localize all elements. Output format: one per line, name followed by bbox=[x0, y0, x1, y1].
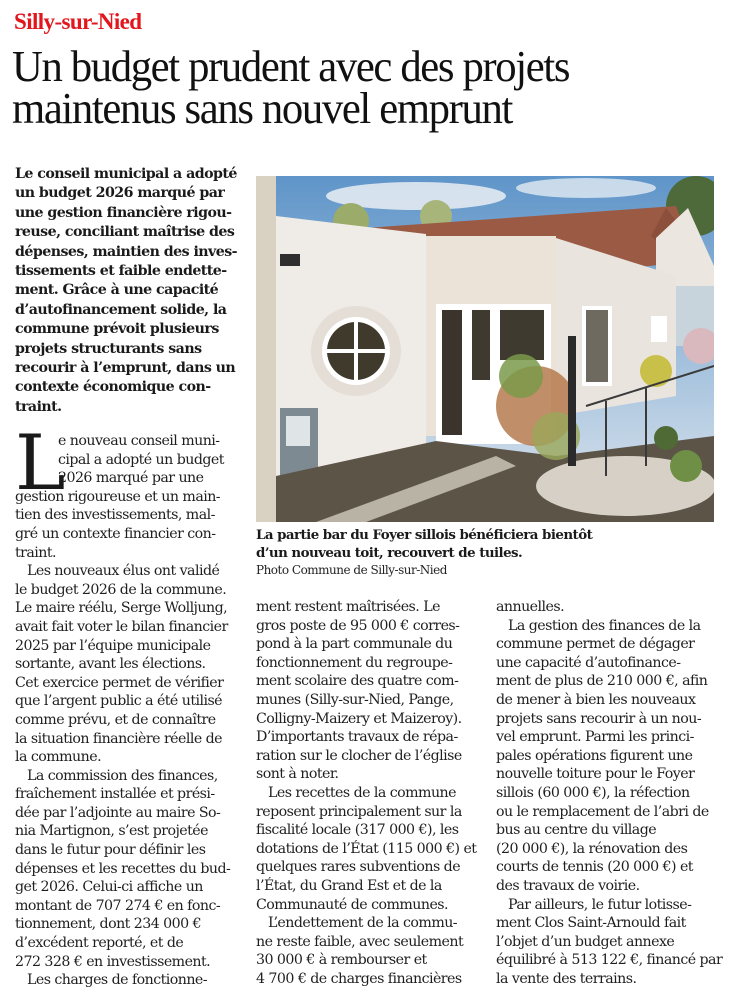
text-line: reposent principalement sur la bbox=[256, 803, 462, 820]
drop-cap: L bbox=[15, 418, 66, 507]
text-line: La gestion des finances de la bbox=[508, 617, 701, 634]
text-line: Cet exercice permet de vérifier bbox=[15, 674, 224, 691]
text-line: dépenses et les recettes du bud- bbox=[15, 860, 231, 877]
photo-credit: Photo Commune de Silly-sur-Nied bbox=[256, 563, 447, 577]
text-line: nia Martignon, s’est projetée bbox=[15, 823, 208, 840]
text-line: Colligny-Maizery et Maizeroy). bbox=[256, 710, 462, 727]
text-line: Les nouveaux élus ont validé bbox=[27, 563, 220, 580]
text-line: reuse, conciliant maîtrise des bbox=[15, 224, 235, 241]
text-line: commune permet de dégager bbox=[496, 636, 695, 653]
text-line: Le maire réélu, Serge Wolljung, bbox=[15, 600, 228, 617]
text-line: l’objet d’un budget annexe bbox=[496, 933, 675, 950]
text-line: comme prévu, et de connaître bbox=[15, 711, 216, 728]
text-line: gestion rigoureuse et un main- bbox=[15, 488, 221, 505]
text-line: dans le futur pour définir les bbox=[15, 842, 206, 859]
text-line: nouvelle toiture pour le Foyer bbox=[496, 766, 695, 783]
text-line: la vente des terrains. bbox=[496, 970, 637, 987]
text-line: ment. Grâce à une capacité bbox=[15, 282, 219, 299]
text-line: recourir à l’emprunt, dans un bbox=[15, 360, 236, 377]
text-line: la commune. bbox=[15, 749, 102, 766]
text-line: tien des investissements, mal- bbox=[15, 507, 215, 524]
text-line: traint. bbox=[15, 544, 56, 561]
headline: Un budget prudent avec des projets maintenus sans nouvel emprunt bbox=[12, 42, 570, 133]
text-line: que l’argent public a été utilisé bbox=[15, 693, 223, 710]
text-line: commune prévoit plusieurs bbox=[15, 321, 219, 338]
text-line: contexte économique con- bbox=[15, 379, 211, 396]
body-column-3 bbox=[496, 598, 728, 988]
text-line: ment scolaire des quatre com- bbox=[256, 673, 459, 690]
text-line: fraîchement installée et prési- bbox=[15, 786, 215, 803]
text-line: tionnement, dont 234 000 € bbox=[15, 916, 202, 933]
text-line: vel emprunt. Parmi les princi- bbox=[496, 729, 694, 746]
text-line: projets sans recourir à un nou- bbox=[496, 710, 702, 727]
text-line: fonctionnement du regroupe- bbox=[256, 654, 453, 671]
text-line: ration sur le clocher de l’église bbox=[256, 747, 462, 764]
body-column-1 bbox=[15, 418, 247, 990]
text-line: la situation financière réelle de bbox=[15, 730, 223, 747]
text-line: l’État, du Grand Est et de la bbox=[256, 877, 442, 894]
text-line: Les charges de fonctionne- bbox=[27, 972, 208, 989]
article-photo bbox=[256, 176, 714, 522]
text-line: 2026 marqué par une bbox=[58, 470, 204, 487]
text-line: La commission des finances, bbox=[27, 767, 218, 784]
text-line: (20 000 €), la rénovation des bbox=[496, 840, 688, 857]
text-line: 30 000 € à rembourser et bbox=[256, 952, 427, 969]
text-line: équilibré à 513 122 €, financé par bbox=[496, 952, 723, 969]
body-column-2 bbox=[256, 598, 488, 988]
text-line: traint. bbox=[15, 398, 62, 415]
text-line: 2025 par l’équipe municipale bbox=[15, 637, 211, 654]
text-line: sont à noter. bbox=[256, 766, 339, 783]
text-line: ment de plus de 210 000 €, afin bbox=[496, 673, 708, 690]
text-line: Le conseil municipal a adopté bbox=[15, 166, 237, 182]
text-line: d’un nouveau toit, recouvert de tuiles. bbox=[256, 545, 523, 561]
text-line: avait fait voter le bilan financier bbox=[15, 618, 228, 635]
text-line: dée par l’adjointe au maire So- bbox=[15, 804, 221, 821]
text-line: de mener à bien les nouveaux bbox=[496, 691, 696, 708]
text-line: Les recettes de la commune bbox=[268, 784, 456, 801]
text-line: des travaux de voirie. bbox=[496, 877, 640, 894]
text-line: 272 328 € en investissement. bbox=[15, 953, 211, 970]
text-line: sortante, avant les élections. bbox=[15, 656, 206, 673]
text-line: ment Clos Saint-Arnould fait bbox=[496, 915, 686, 932]
text-line: une gestion financière rigou- bbox=[15, 204, 232, 221]
lead-paragraph bbox=[15, 165, 247, 417]
text-line: dépenses, maintien des inves- bbox=[15, 243, 237, 260]
text-line: une capacité d’autofinance- bbox=[496, 654, 681, 671]
text-line: fiscalité locale (317 000 €), les bbox=[256, 822, 459, 839]
text-line: courts de tennis (20 000 €) et bbox=[496, 859, 693, 876]
text-line: gros poste de 95 000 € corres- bbox=[256, 617, 460, 634]
text-line: sillois (60 000 €), la réfection bbox=[496, 784, 690, 801]
text-line: dotations de l’État (115 000 €) et bbox=[256, 840, 477, 857]
text-line: pales opérations figurent une bbox=[496, 747, 693, 764]
text-line: tissements et faible endette- bbox=[15, 263, 227, 280]
text-line: gré un contexte financier con- bbox=[15, 525, 216, 542]
text-line: get 2026. Celui-ci affiche un bbox=[15, 879, 203, 896]
text-line: La partie bar du Foyer sillois bénéficiera bientôt bbox=[256, 527, 593, 543]
text-line: Par ailleurs, le futur lotisse- bbox=[508, 896, 692, 913]
text-line: ment restent maîtrisées. Le bbox=[256, 599, 440, 615]
text-line: munes (Silly-sur-Nied, Pange, bbox=[256, 691, 454, 708]
text-line: quelques rares subventions de bbox=[256, 859, 461, 876]
text-line: d’autofinancement solide, la bbox=[15, 301, 227, 318]
text-line: D’importants travaux de répa- bbox=[256, 729, 458, 746]
text-line: pond à la part communale du bbox=[256, 636, 453, 653]
text-line: le budget 2026 de la commune. bbox=[15, 581, 227, 598]
text-line: ne reste faible, avec seulement bbox=[256, 933, 464, 950]
text-line: Communauté de communes. bbox=[256, 896, 448, 913]
text-line: e nouveau conseil muni- bbox=[58, 433, 220, 449]
text-line: annuelles. bbox=[496, 599, 565, 615]
text-line: L’endettement de la commu- bbox=[268, 915, 458, 932]
text-line: 4 700 € de charges financières bbox=[256, 970, 462, 987]
kicker-location: Silly-sur-Nied bbox=[14, 9, 142, 34]
building-photo-illustration bbox=[256, 176, 714, 522]
text-line: d’excédent reporté, et de bbox=[15, 935, 184, 952]
text-line: bus au centre du village bbox=[496, 822, 657, 839]
text-line: un budget 2026 marqué par bbox=[15, 185, 225, 202]
photo-caption bbox=[256, 526, 726, 562]
text-line: projets structurants sans bbox=[15, 340, 202, 357]
text-line: cipal a adopté un budget bbox=[58, 451, 224, 468]
text-line: montant de 707 274 € en fonc- bbox=[15, 897, 221, 914]
text-line: ou le remplacement de l’abri de bbox=[496, 803, 709, 820]
